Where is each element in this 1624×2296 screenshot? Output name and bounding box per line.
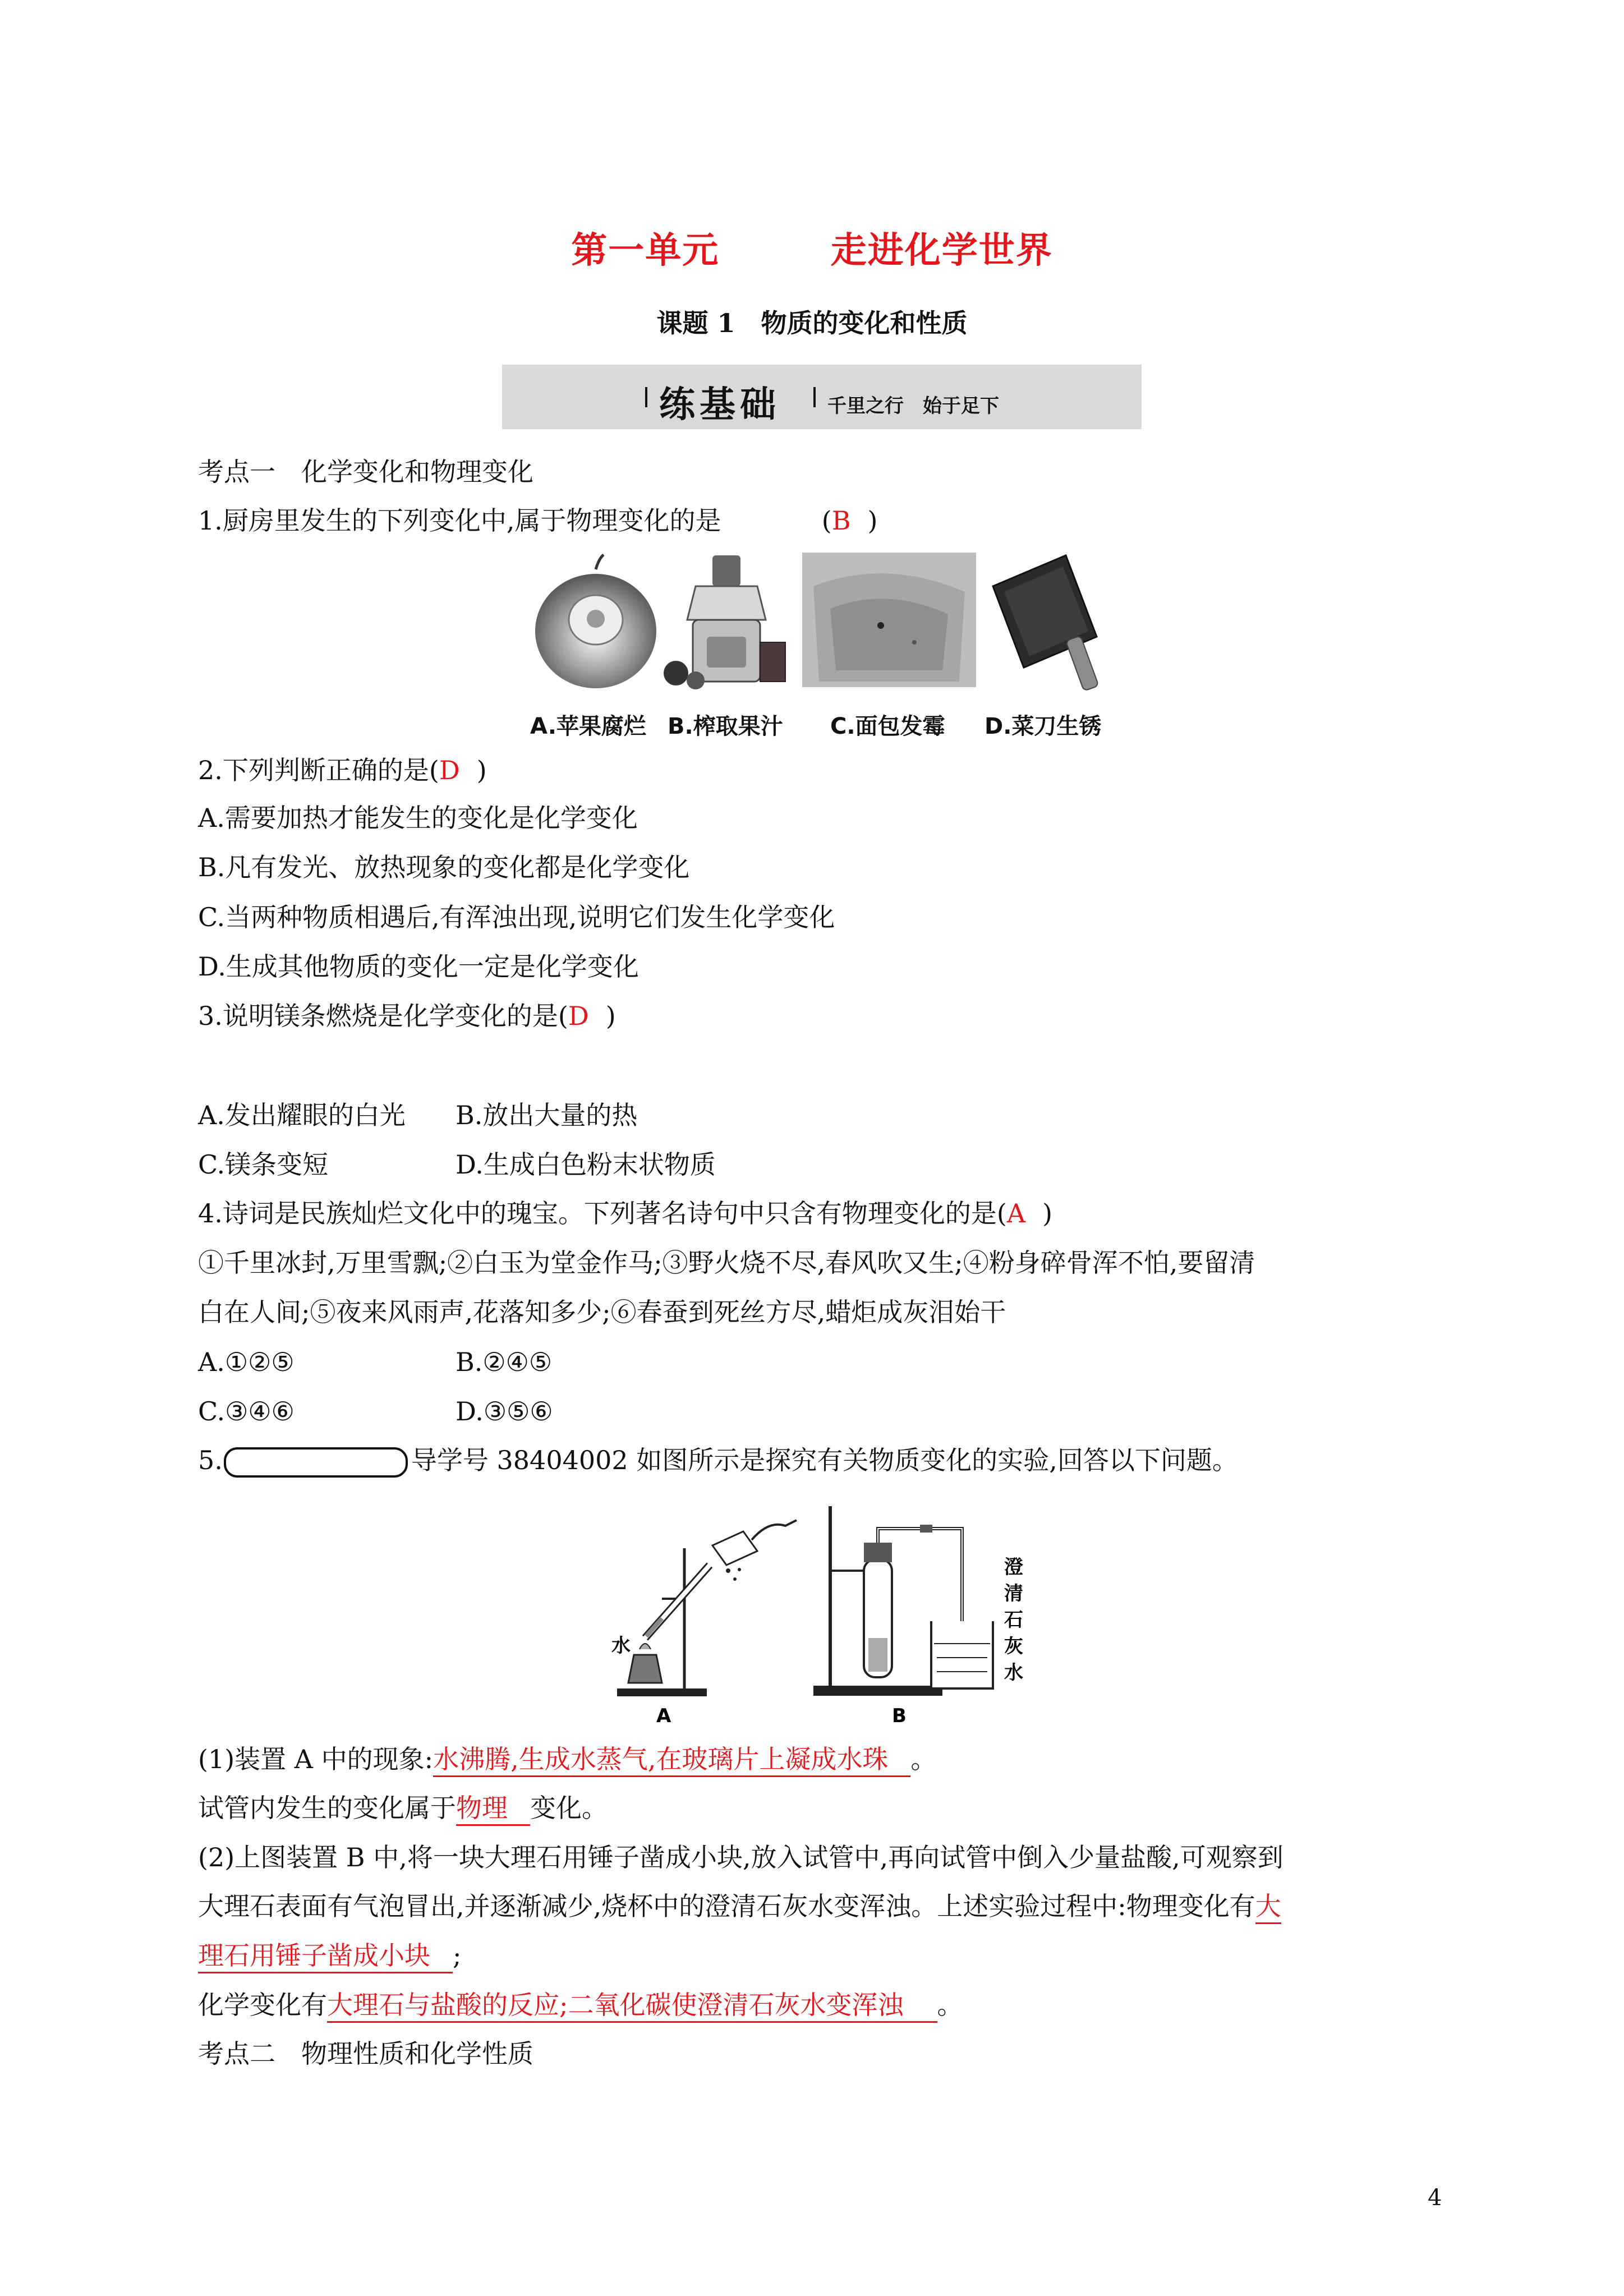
- banner-subtitle: 千里之行 始于足下: [827, 395, 999, 417]
- question-5-stem: 导学号 38404002 如图所示是探究有关物质变化的实验,回答以下问题。: [411, 1445, 1238, 1475]
- svg-text:水: 水: [1004, 1662, 1023, 1684]
- banner-title: 练基础: [659, 384, 780, 426]
- question-4-stem: 4.诗词是民族灿烂文化中的瑰宝。下列著名诗句中只含有物理变化的是(: [198, 1198, 1007, 1228]
- question-5-part-2-line-2: 大理石表面有气泡冒出,并逐渐减少,烧杯中的澄清石灰水变浑浊。上述实验过程中:物理变化有大: [198, 1893, 1281, 1919]
- question-5-chemical-answer: 大理石与盐酸的反应;二氧化碳使澄清石灰水变浑浊: [327, 1990, 937, 2023]
- question-4-option-b: B.②④⑤: [456, 1347, 553, 1377]
- question-5-part-2-line-4: 化学变化有大理石与盐酸的反应;二氧化碳使澄清石灰水变浑浊 。: [198, 1992, 963, 2018]
- question-4-option-c: C.③④⑥: [198, 1396, 295, 1427]
- juicer-image: [662, 553, 791, 693]
- practice-banner: [502, 365, 1142, 429]
- question-3: 3.说明镁条燃烧是化学变化的是(D ): [198, 1001, 616, 1031]
- banner-divider: [813, 387, 816, 407]
- question-3-answer: D: [568, 1001, 589, 1031]
- question-4-poems-line-1: ①千里冰封,万里雪飘;②白玉为堂金作马;③野火烧不尽,春风吹又生;④粉身碎骨浑不怕,要留清: [198, 1248, 1255, 1278]
- option-caption-b: B.榨取果汁: [668, 714, 783, 739]
- option-caption-c: C.面包发霉: [830, 714, 945, 739]
- unit-title: [0, 222, 1624, 273]
- question-2-option-d: D.生成其他物质的变化一定是化学变化: [198, 951, 639, 982]
- question-3-option-a: A.发出耀眼的白光: [198, 1100, 406, 1130]
- question-2-option-c: C.当两种物质相遇后,有浑浊出现,说明它们发生化学变化: [198, 902, 835, 932]
- question-5: 5. 导学号 38404002 如图所示是探究有关物质变化的实验,回答以下问题。: [198, 1447, 1238, 1478]
- question-4-option-d: D.③⑤⑥: [456, 1396, 553, 1427]
- moldy-bread-image: [802, 553, 976, 687]
- label-water: 水: [611, 1635, 631, 1657]
- unit-number: 第一单元: [571, 229, 720, 272]
- option-caption-d: D.菜刀生锈: [984, 714, 1102, 739]
- label-a: A: [656, 1705, 671, 1727]
- question-2-stem: 2.下列判断正确的是(: [198, 755, 439, 785]
- page-number: 4: [1428, 2185, 1442, 2211]
- apparatus-a: [611, 1520, 797, 1727]
- question-1-answer: B: [831, 505, 851, 536]
- svg-text:石: 石: [1004, 1609, 1023, 1631]
- question-2-option-b: B.凡有发光、放热现象的变化都是化学变化: [198, 852, 690, 882]
- section-heading-2: 考点二 物理性质和化学性质: [198, 2039, 533, 2069]
- question-2: 2.下列判断正确的是(D ): [198, 755, 487, 785]
- unit-name: 走进化学世界: [830, 229, 1053, 272]
- question-4-option-a: A.①②⑤: [198, 1347, 295, 1377]
- rusty-knife-image: [982, 553, 1108, 693]
- question-3-option-b: B.放出大量的热: [456, 1100, 638, 1130]
- option-caption-a: A.苹果腐烂: [530, 714, 646, 739]
- apparatus-b: [813, 1506, 1023, 1727]
- experiment-figure: [600, 1498, 1032, 1728]
- question-5-physical-answer: 理石用锤子凿成小块: [198, 1940, 453, 1973]
- label-b: B: [892, 1705, 907, 1727]
- question-3-stem: 3.说明镁条燃烧是化学变化的是(: [198, 1001, 568, 1031]
- question-4: 4.诗词是民族灿烂文化中的瑰宝。下列著名诗句中只含有物理变化的是(A ): [198, 1198, 1053, 1228]
- svg-text:澄: 澄: [1004, 1556, 1023, 1579]
- question-3-option-c: C.镁条变短: [198, 1149, 329, 1180]
- question-5-part-2-line-1: (2)上图装置 B 中,将一块大理石用锤子凿成小块,放入试管中,再向试管中倒入少量盐酸,可观察到: [198, 1842, 1283, 1872]
- question-2-option-a: A.需要加热才能发生的变化是化学变化: [198, 803, 638, 833]
- question-5-part-1-answer: 水沸腾,生成水蒸气,在玻璃片上凝成水珠: [433, 1744, 910, 1777]
- section-heading-1: 考点一 化学变化和物理变化: [198, 457, 533, 487]
- guide-number-box: [224, 1447, 408, 1478]
- question-5-part-1b: 试管内发生的变化属于物理 变化。: [198, 1795, 608, 1821]
- question-3-option-d: D.生成白色粉末状物质: [456, 1149, 716, 1180]
- apple-rotting-image: [533, 553, 659, 693]
- question-5-part-2-line-3: 理石用锤子凿成小块 ;: [198, 1943, 462, 1968]
- question-1-stem: 1.厨房里发生的下列变化中,属于物理变化的是: [198, 505, 721, 536]
- banner-divider: [645, 387, 647, 407]
- svg-text:清: 清: [1004, 1582, 1023, 1605]
- question-1: 1.厨房里发生的下列变化中,属于物理变化的是 (B ): [198, 505, 878, 536]
- question-4-answer: A: [1006, 1198, 1026, 1228]
- svg-text:灰: 灰: [1004, 1635, 1023, 1658]
- question-5-part-1: (1)装置 A 中的现象:水沸腾,生成水蒸气,在玻璃片上凝成水珠 。: [198, 1746, 936, 1772]
- question-4-poems-line-2: 白在人间;⑤夜来风雨声,花落知多少;⑥春蚕到死丝方尽,蜡炬成灰泪始干: [198, 1297, 1006, 1327]
- question-2-answer: D: [439, 755, 460, 785]
- label-limewater: [1004, 1556, 1023, 1684]
- lesson-title: 课题 1 物质的变化和性质: [656, 308, 968, 338]
- question-5-part-1b-answer: 物理: [456, 1793, 530, 1826]
